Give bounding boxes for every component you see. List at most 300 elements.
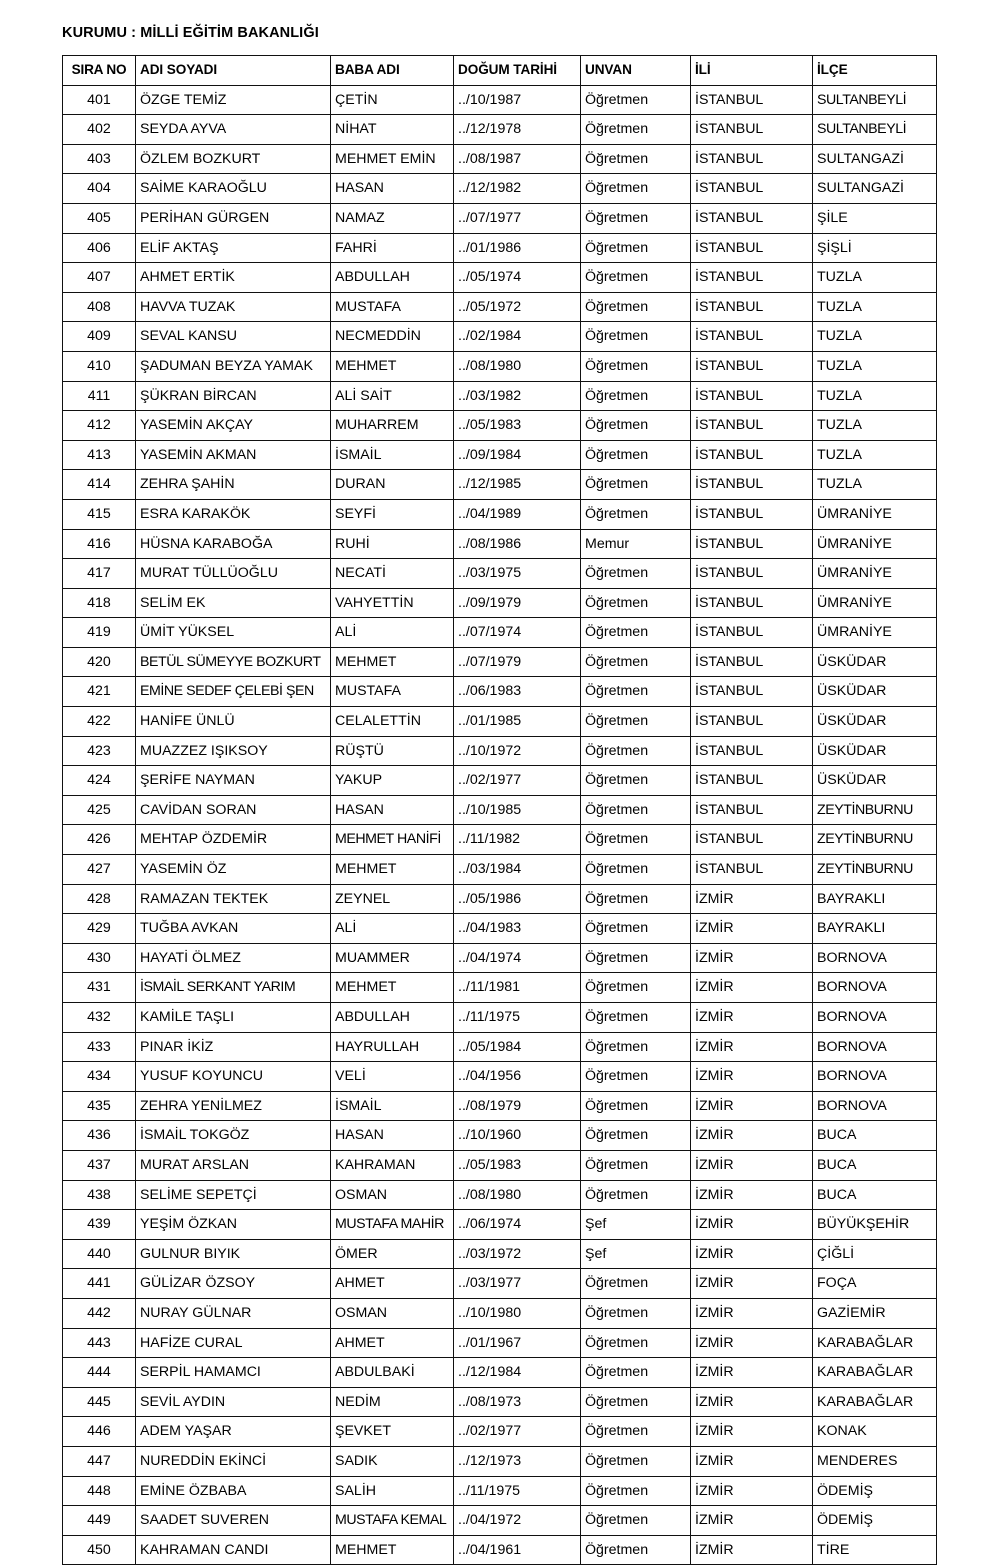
cell-sira-no: 414	[63, 470, 136, 500]
cell-baba-adi: RUHİ	[331, 529, 454, 559]
cell-sira-no: 402	[63, 115, 136, 145]
cell-sira-no: 412	[63, 411, 136, 441]
cell-dogum-tarihi: ../08/1986	[454, 529, 581, 559]
cell-dogum-tarihi: ../01/1985	[454, 707, 581, 737]
cell-baba-adi: HASAN	[331, 174, 454, 204]
cell-unvan: Öğretmen	[581, 973, 691, 1003]
cell-dogum-tarihi: ../08/1980	[454, 1180, 581, 1210]
cell-adi-soyadi: HAYATİ ÖLMEZ	[136, 943, 331, 973]
cell-unvan: Öğretmen	[581, 1150, 691, 1180]
table-row	[63, 1358, 937, 1388]
cell-ili: İSTANBUL	[691, 677, 813, 707]
table-row	[63, 825, 937, 855]
cell-ilce: SULTANBEYLİ	[813, 85, 937, 115]
cell-ilce: BORNOVA	[813, 973, 937, 1003]
cell-sira-no: 447	[63, 1446, 136, 1476]
cell-dogum-tarihi: ../07/1977	[454, 203, 581, 233]
cell-ilce: ZEYTİNBURNU	[813, 825, 937, 855]
cell-unvan: Öğretmen	[581, 825, 691, 855]
table-row	[63, 292, 937, 322]
cell-ili: İZMİR	[691, 1121, 813, 1151]
cell-dogum-tarihi: ../10/1972	[454, 736, 581, 766]
cell-adi-soyadi: MUAZZEZ IŞIKSOY	[136, 736, 331, 766]
cell-dogum-tarihi: ../02/1977	[454, 766, 581, 796]
cell-ili: İZMİR	[691, 1269, 813, 1299]
cell-baba-adi: ZEYNEL	[331, 884, 454, 914]
cell-adi-soyadi: ZEHRA ŞAHİN	[136, 470, 331, 500]
cell-adi-soyadi: ÜMİT YÜKSEL	[136, 618, 331, 648]
cell-adi-soyadi: MEHTAP ÖZDEMİR	[136, 825, 331, 855]
cell-ilce: BORNOVA	[813, 943, 937, 973]
cell-baba-adi: NECMEDDİN	[331, 322, 454, 352]
cell-adi-soyadi: KAHRAMAN CANDI	[136, 1535, 331, 1565]
cell-ilce: TİRE	[813, 1535, 937, 1565]
cell-adi-soyadi: HÜSNA KARABOĞA	[136, 529, 331, 559]
cell-ilce: GAZİEMİR	[813, 1298, 937, 1328]
cell-unvan: Öğretmen	[581, 559, 691, 589]
cell-ili: İSTANBUL	[691, 440, 813, 470]
cell-unvan: Öğretmen	[581, 263, 691, 293]
cell-dogum-tarihi: ../06/1974	[454, 1210, 581, 1240]
cell-ili: İZMİR	[691, 1091, 813, 1121]
cell-unvan: Öğretmen	[581, 943, 691, 973]
cell-baba-adi: YAKUP	[331, 766, 454, 796]
cell-baba-adi: MUSTAFA	[331, 292, 454, 322]
cell-sira-no: 441	[63, 1269, 136, 1299]
cell-dogum-tarihi: ../09/1979	[454, 588, 581, 618]
cell-sira-no: 442	[63, 1298, 136, 1328]
cell-adi-soyadi: ESRA KARAKÖK	[136, 499, 331, 529]
table-row	[63, 233, 937, 263]
table-row	[63, 1298, 937, 1328]
cell-baba-adi: NİHAT	[331, 115, 454, 145]
cell-sira-no: 407	[63, 263, 136, 293]
cell-dogum-tarihi: ../06/1983	[454, 677, 581, 707]
table-row	[63, 263, 937, 293]
table-header	[63, 56, 937, 86]
cell-adi-soyadi: HAVVA TUZAK	[136, 292, 331, 322]
cell-baba-adi: NECATİ	[331, 559, 454, 589]
cell-adi-soyadi: AHMET ERTİK	[136, 263, 331, 293]
cell-dogum-tarihi: ../04/1989	[454, 499, 581, 529]
table-row	[63, 440, 937, 470]
cell-ili: İZMİR	[691, 1062, 813, 1092]
table-row	[63, 144, 937, 174]
cell-ilce: ÖDEMİŞ	[813, 1506, 937, 1536]
cell-ili: İSTANBUL	[691, 529, 813, 559]
cell-adi-soyadi: MURAT TÜLLÜOĞLU	[136, 559, 331, 589]
cell-ilce: ÜSKÜDAR	[813, 707, 937, 737]
cell-sira-no: 409	[63, 322, 136, 352]
cell-sira-no: 425	[63, 795, 136, 825]
cell-dogum-tarihi: ../11/1981	[454, 973, 581, 1003]
cell-dogum-tarihi: ../05/1972	[454, 292, 581, 322]
cell-sira-no: 432	[63, 1003, 136, 1033]
cell-ilce: KARABAĞLAR	[813, 1358, 937, 1388]
cell-unvan: Öğretmen	[581, 855, 691, 885]
cell-sira-no: 427	[63, 855, 136, 885]
cell-unvan: Öğretmen	[581, 144, 691, 174]
table-row	[63, 1032, 937, 1062]
cell-ili: İZMİR	[691, 943, 813, 973]
cell-ili: İZMİR	[691, 1298, 813, 1328]
cell-sira-no: 406	[63, 233, 136, 263]
cell-adi-soyadi: YEŞİM ÖZKAN	[136, 1210, 331, 1240]
cell-adi-soyadi: SEYDA AYVA	[136, 115, 331, 145]
cell-ili: İZMİR	[691, 1150, 813, 1180]
cell-dogum-tarihi: ../09/1984	[454, 440, 581, 470]
cell-baba-adi: SADIK	[331, 1446, 454, 1476]
cell-dogum-tarihi: ../08/1973	[454, 1387, 581, 1417]
cell-unvan: Şef	[581, 1210, 691, 1240]
table-row	[63, 1239, 937, 1269]
table-row	[63, 85, 937, 115]
cell-ilce: ÜMRANİYE	[813, 499, 937, 529]
cell-baba-adi: ÖMER	[331, 1239, 454, 1269]
cell-adi-soyadi: HAFİZE CURAL	[136, 1328, 331, 1358]
cell-ilce: ZEYTİNBURNU	[813, 855, 937, 885]
cell-unvan: Öğretmen	[581, 1091, 691, 1121]
cell-dogum-tarihi: ../04/1956	[454, 1062, 581, 1092]
cell-adi-soyadi: EMİNE ÖZBABA	[136, 1476, 331, 1506]
cell-ili: İZMİR	[691, 884, 813, 914]
cell-ilce: BORNOVA	[813, 1003, 937, 1033]
cell-adi-soyadi: TUĞBA AVKAN	[136, 914, 331, 944]
cell-dogum-tarihi: ../05/1983	[454, 411, 581, 441]
cell-sira-no: 449	[63, 1506, 136, 1536]
cell-dogum-tarihi: ../03/1972	[454, 1239, 581, 1269]
cell-dogum-tarihi: ../07/1979	[454, 647, 581, 677]
table-row	[63, 559, 937, 589]
cell-ilce: TUZLA	[813, 322, 937, 352]
cell-unvan: Öğretmen	[581, 322, 691, 352]
cell-adi-soyadi: PINAR İKİZ	[136, 1032, 331, 1062]
cell-sira-no: 435	[63, 1091, 136, 1121]
cell-dogum-tarihi: ../10/1960	[454, 1121, 581, 1151]
cell-adi-soyadi: SELİME SEPETÇİ	[136, 1180, 331, 1210]
column-header-baba-adi: BABA ADI	[331, 56, 454, 86]
cell-sira-no: 421	[63, 677, 136, 707]
table-row	[63, 1387, 937, 1417]
cell-dogum-tarihi: ../12/1978	[454, 115, 581, 145]
cell-ili: İZMİR	[691, 1003, 813, 1033]
table-row	[63, 677, 937, 707]
cell-ilce: KARABAĞLAR	[813, 1328, 937, 1358]
cell-sira-no: 404	[63, 174, 136, 204]
cell-ilce: TUZLA	[813, 440, 937, 470]
column-header-unvan: UNVAN	[581, 56, 691, 86]
cell-dogum-tarihi: ../02/1977	[454, 1417, 581, 1447]
cell-ilce: BAYRAKLI	[813, 884, 937, 914]
cell-adi-soyadi: SEVİL AYDIN	[136, 1387, 331, 1417]
table-row	[63, 1091, 937, 1121]
cell-ili: İZMİR	[691, 1506, 813, 1536]
cell-baba-adi: MEHMET	[331, 973, 454, 1003]
cell-unvan: Memur	[581, 529, 691, 559]
table-row	[63, 470, 937, 500]
cell-dogum-tarihi: ../03/1982	[454, 381, 581, 411]
cell-ili: İZMİR	[691, 1358, 813, 1388]
table-row	[63, 707, 937, 737]
cell-ilce: KARABAĞLAR	[813, 1387, 937, 1417]
cell-sira-no: 428	[63, 884, 136, 914]
table-row	[63, 1150, 937, 1180]
cell-ili: İSTANBUL	[691, 736, 813, 766]
cell-ilce: ÜMRANİYE	[813, 618, 937, 648]
cell-ili: İSTANBUL	[691, 381, 813, 411]
column-header-ili: İLİ	[691, 56, 813, 86]
cell-dogum-tarihi: ../04/1972	[454, 1506, 581, 1536]
cell-ili: İSTANBUL	[691, 263, 813, 293]
cell-ilce: KONAK	[813, 1417, 937, 1447]
cell-ili: İSTANBUL	[691, 795, 813, 825]
cell-dogum-tarihi: ../04/1961	[454, 1535, 581, 1565]
cell-ilce: ÖDEMİŞ	[813, 1476, 937, 1506]
cell-sira-no: 420	[63, 647, 136, 677]
table-row	[63, 1269, 937, 1299]
cell-sira-no: 430	[63, 943, 136, 973]
personnel-list-table	[62, 55, 937, 1565]
cell-adi-soyadi: BETÜL SÜMEYYE BOZKURT	[136, 647, 331, 677]
cell-sira-no: 446	[63, 1417, 136, 1447]
cell-sira-no: 422	[63, 707, 136, 737]
cell-ilce: BORNOVA	[813, 1062, 937, 1092]
cell-baba-adi: MEHMET EMİN	[331, 144, 454, 174]
cell-ilce: BÜYÜKŞEHİR	[813, 1210, 937, 1240]
cell-dogum-tarihi: ../03/1977	[454, 1269, 581, 1299]
cell-ilce: ÜMRANİYE	[813, 529, 937, 559]
cell-dogum-tarihi: ../02/1984	[454, 322, 581, 352]
cell-dogum-tarihi: ../03/1984	[454, 855, 581, 885]
cell-dogum-tarihi: ../12/1973	[454, 1446, 581, 1476]
cell-adi-soyadi: İSMAİL TOKGÖZ	[136, 1121, 331, 1151]
cell-sira-no: 445	[63, 1387, 136, 1417]
cell-sira-no: 413	[63, 440, 136, 470]
cell-unvan: Öğretmen	[581, 203, 691, 233]
cell-dogum-tarihi: ../08/1980	[454, 351, 581, 381]
table-row	[63, 1535, 937, 1565]
table-row	[63, 1476, 937, 1506]
cell-sira-no: 419	[63, 618, 136, 648]
cell-sira-no: 405	[63, 203, 136, 233]
cell-dogum-tarihi: ../12/1984	[454, 1358, 581, 1388]
table-row	[63, 914, 937, 944]
cell-dogum-tarihi: ../07/1974	[454, 618, 581, 648]
cell-ilce: ÜSKÜDAR	[813, 677, 937, 707]
cell-baba-adi: MUHARREM	[331, 411, 454, 441]
cell-sira-no: 410	[63, 351, 136, 381]
table-row	[63, 381, 937, 411]
cell-adi-soyadi: ZEHRA YENİLMEZ	[136, 1091, 331, 1121]
cell-sira-no: 418	[63, 588, 136, 618]
cell-ili: İSTANBUL	[691, 233, 813, 263]
cell-baba-adi: SEYFİ	[331, 499, 454, 529]
cell-adi-soyadi: YUSUF KOYUNCU	[136, 1062, 331, 1092]
table-row	[63, 943, 937, 973]
cell-unvan: Öğretmen	[581, 470, 691, 500]
cell-ilce: BUCA	[813, 1150, 937, 1180]
cell-unvan: Öğretmen	[581, 1121, 691, 1151]
cell-unvan: Öğretmen	[581, 1180, 691, 1210]
cell-adi-soyadi: İSMAİL SERKANT YARIM	[136, 973, 331, 1003]
cell-ili: İSTANBUL	[691, 85, 813, 115]
cell-unvan: Öğretmen	[581, 499, 691, 529]
cell-baba-adi: NAMAZ	[331, 203, 454, 233]
cell-baba-adi: DURAN	[331, 470, 454, 500]
cell-unvan: Öğretmen	[581, 292, 691, 322]
cell-dogum-tarihi: ../01/1967	[454, 1328, 581, 1358]
cell-sira-no: 417	[63, 559, 136, 589]
cell-adi-soyadi: SERPİL HAMAMCI	[136, 1358, 331, 1388]
cell-ilce: TUZLA	[813, 351, 937, 381]
cell-dogum-tarihi: ../11/1975	[454, 1476, 581, 1506]
cell-ili: İSTANBUL	[691, 559, 813, 589]
cell-ilce: ÜMRANİYE	[813, 559, 937, 589]
cell-ilce: BORNOVA	[813, 1091, 937, 1121]
table-row	[63, 1328, 937, 1358]
cell-ili: İZMİR	[691, 973, 813, 1003]
cell-sira-no: 440	[63, 1239, 136, 1269]
cell-sira-no: 450	[63, 1535, 136, 1565]
cell-unvan: Öğretmen	[581, 707, 691, 737]
column-header-dogum-tarihi: DOĞUM TARİHİ	[454, 56, 581, 86]
table-row	[63, 736, 937, 766]
cell-ilce: SULTANGAZİ	[813, 144, 937, 174]
cell-sira-no: 403	[63, 144, 136, 174]
cell-sira-no: 433	[63, 1032, 136, 1062]
cell-baba-adi: ABDULLAH	[331, 263, 454, 293]
cell-baba-adi: MUSTAFA	[331, 677, 454, 707]
cell-sira-no: 426	[63, 825, 136, 855]
table-row	[63, 411, 937, 441]
cell-ili: İSTANBUL	[691, 618, 813, 648]
cell-baba-adi: ALİ SAİT	[331, 381, 454, 411]
cell-ili: İSTANBUL	[691, 499, 813, 529]
cell-adi-soyadi: GULNUR BIYIK	[136, 1239, 331, 1269]
cell-adi-soyadi: SELİM EK	[136, 588, 331, 618]
cell-ili: İZMİR	[691, 1476, 813, 1506]
cell-baba-adi: OSMAN	[331, 1180, 454, 1210]
table-row	[63, 322, 937, 352]
cell-adi-soyadi: ŞERİFE NAYMAN	[136, 766, 331, 796]
cell-unvan: Öğretmen	[581, 1417, 691, 1447]
cell-baba-adi: MUSTAFA MAHİR	[331, 1210, 454, 1240]
cell-ilce: MENDERES	[813, 1446, 937, 1476]
cell-baba-adi: RÜŞTÜ	[331, 736, 454, 766]
column-header-adi-soyadi: ADI SOYADI	[136, 56, 331, 86]
cell-ilce: BORNOVA	[813, 1032, 937, 1062]
cell-baba-adi: HAYRULLAH	[331, 1032, 454, 1062]
cell-ili: İSTANBUL	[691, 292, 813, 322]
cell-unvan: Şef	[581, 1239, 691, 1269]
cell-adi-soyadi: EMİNE SEDEF ÇELEBİ ŞEN	[136, 677, 331, 707]
cell-ili: İSTANBUL	[691, 115, 813, 145]
cell-sira-no: 411	[63, 381, 136, 411]
cell-baba-adi: ÇETİN	[331, 85, 454, 115]
cell-baba-adi: İSMAİL	[331, 1091, 454, 1121]
cell-unvan: Öğretmen	[581, 233, 691, 263]
cell-ilce: ŞİLE	[813, 203, 937, 233]
table-row	[63, 351, 937, 381]
cell-sira-no: 415	[63, 499, 136, 529]
cell-adi-soyadi: YASEMİN AKMAN	[136, 440, 331, 470]
cell-ili: İZMİR	[691, 1387, 813, 1417]
cell-baba-adi: ALİ	[331, 914, 454, 944]
cell-baba-adi: NEDİM	[331, 1387, 454, 1417]
cell-unvan: Öğretmen	[581, 588, 691, 618]
cell-ili: İSTANBUL	[691, 174, 813, 204]
cell-unvan: Öğretmen	[581, 1476, 691, 1506]
cell-unvan: Öğretmen	[581, 440, 691, 470]
cell-adi-soyadi: ADEM YAŞAR	[136, 1417, 331, 1447]
cell-unvan: Öğretmen	[581, 647, 691, 677]
cell-sira-no: 429	[63, 914, 136, 944]
cell-adi-soyadi: MURAT ARSLAN	[136, 1150, 331, 1180]
table-row	[63, 618, 937, 648]
cell-dogum-tarihi: ../12/1985	[454, 470, 581, 500]
cell-ilce: BUCA	[813, 1121, 937, 1151]
cell-unvan: Öğretmen	[581, 1032, 691, 1062]
cell-baba-adi: ŞEVKET	[331, 1417, 454, 1447]
cell-adi-soyadi: YASEMİN ÖZ	[136, 855, 331, 885]
table-row	[63, 855, 937, 885]
cell-dogum-tarihi: ../03/1975	[454, 559, 581, 589]
cell-ili: İZMİR	[691, 1328, 813, 1358]
cell-unvan: Öğretmen	[581, 618, 691, 648]
table-row	[63, 174, 937, 204]
cell-ili: İZMİR	[691, 914, 813, 944]
table-row	[63, 1121, 937, 1151]
cell-adi-soyadi: NUREDDİN EKİNCİ	[136, 1446, 331, 1476]
institution-heading: KURUMU : MİLLİ EĞİTİM BAKANLIĞI	[62, 25, 319, 41]
cell-sira-no: 431	[63, 973, 136, 1003]
table-row	[63, 1180, 937, 1210]
cell-unvan: Öğretmen	[581, 766, 691, 796]
cell-ilce: ÜMRANİYE	[813, 588, 937, 618]
column-header-ilce: İLÇE	[813, 56, 937, 86]
cell-baba-adi: MUAMMER	[331, 943, 454, 973]
cell-ili: İZMİR	[691, 1535, 813, 1565]
cell-unvan: Öğretmen	[581, 351, 691, 381]
cell-unvan: Öğretmen	[581, 1328, 691, 1358]
cell-ili: İZMİR	[691, 1180, 813, 1210]
cell-baba-adi: MEHMET	[331, 855, 454, 885]
cell-unvan: Öğretmen	[581, 884, 691, 914]
cell-baba-adi: OSMAN	[331, 1298, 454, 1328]
cell-unvan: Öğretmen	[581, 1535, 691, 1565]
cell-dogum-tarihi: ../08/1987	[454, 144, 581, 174]
cell-baba-adi: SALİH	[331, 1476, 454, 1506]
cell-unvan: Öğretmen	[581, 1269, 691, 1299]
cell-sira-no: 434	[63, 1062, 136, 1092]
cell-baba-adi: İSMAİL	[331, 440, 454, 470]
cell-baba-adi: MEHMET	[331, 647, 454, 677]
cell-adi-soyadi: KAMİLE TAŞLI	[136, 1003, 331, 1033]
cell-ili: İSTANBUL	[691, 825, 813, 855]
cell-ilce: SULTANGAZİ	[813, 174, 937, 204]
cell-unvan: Öğretmen	[581, 1446, 691, 1476]
cell-baba-adi: MUSTAFA KEMAL	[331, 1506, 454, 1536]
cell-unvan: Öğretmen	[581, 115, 691, 145]
cell-adi-soyadi: ŞÜKRAN BİRCAN	[136, 381, 331, 411]
cell-ili: İSTANBUL	[691, 588, 813, 618]
cell-ili: İSTANBUL	[691, 470, 813, 500]
cell-adi-soyadi: ELİF AKTAŞ	[136, 233, 331, 263]
cell-ilce: TUZLA	[813, 292, 937, 322]
cell-ili: İZMİR	[691, 1210, 813, 1240]
cell-dogum-tarihi: ../01/1986	[454, 233, 581, 263]
cell-ilce: SULTANBEYLİ	[813, 115, 937, 145]
